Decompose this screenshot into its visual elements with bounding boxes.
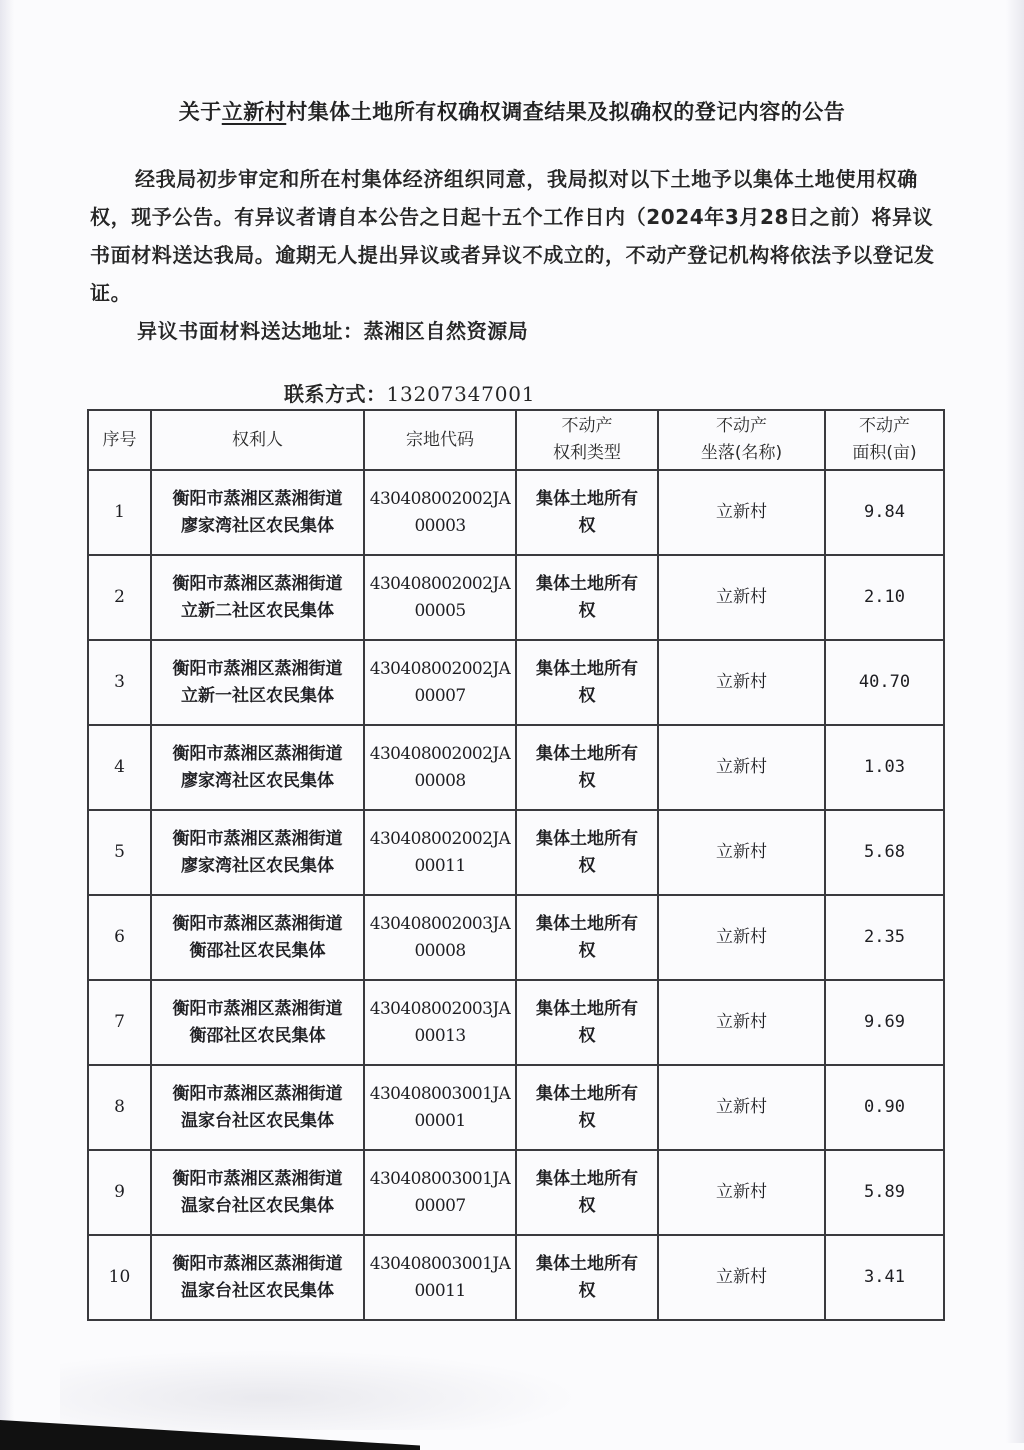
cell-area: 0.90	[825, 1065, 944, 1150]
address-label: 异议书面材料送达地址：	[137, 319, 364, 343]
cell-holder: 衡阳市蒸湘区蒸湘街道 温家台社区农民集体	[151, 1150, 364, 1235]
contact-phone: 13207347001	[386, 382, 536, 406]
cell-holder: 衡阳市蒸湘区蒸湘街道 温家台社区农民集体	[151, 1065, 364, 1150]
table-row	[88, 640, 944, 725]
cell-seq: 9	[88, 1150, 151, 1235]
cell-location: 立新村	[658, 555, 825, 640]
cell-parcel-code: 430408002002JA 00005	[364, 555, 516, 640]
table-row	[88, 725, 944, 810]
cell-seq: 7	[88, 980, 151, 1065]
cell-parcel-code: 430408002002JA 00007	[364, 640, 516, 725]
title-village-name: 立新村	[221, 100, 287, 124]
table-header-row	[88, 410, 944, 470]
cell-area: 3.41	[825, 1235, 944, 1320]
document-title	[0, 96, 1024, 126]
title-prefix: 关于	[178, 100, 222, 124]
cell-right-type: 集体土地所有 权	[516, 725, 658, 810]
contact-label: 联系方式：	[284, 382, 387, 406]
table-row	[88, 980, 944, 1065]
cell-location: 立新村	[658, 725, 825, 810]
cell-holder: 衡阳市蒸湘区蒸湘街道 温家台社区农民集体	[151, 1235, 364, 1320]
cell-area: 9.84	[825, 470, 944, 555]
cell-parcel-code: 430408002002JA 00003	[364, 470, 516, 555]
cell-parcel-code: 430408003001JA 00007	[364, 1150, 516, 1235]
table-row	[88, 895, 944, 980]
cell-seq: 10	[88, 1235, 151, 1320]
table-row	[88, 1150, 944, 1235]
cell-holder: 衡阳市蒸湘区蒸湘街道 衡邵社区农民集体	[151, 980, 364, 1065]
cell-parcel-code: 430408003001JA 00011	[364, 1235, 516, 1320]
cell-location: 立新村	[658, 810, 825, 895]
cell-location: 立新村	[658, 640, 825, 725]
cell-holder: 衡阳市蒸湘区蒸湘街道 立新二社区农民集体	[151, 555, 364, 640]
cell-location: 立新村	[658, 1235, 825, 1320]
cell-right-type: 集体土地所有 权	[516, 640, 658, 725]
title-suffix: 村集体土地所有权确权调查结果及拟确权的登记内容的公告	[286, 100, 846, 124]
header-parcel-code: 宗地代码	[364, 410, 516, 470]
table-row	[88, 555, 944, 640]
cell-area: 5.89	[825, 1150, 944, 1235]
objection-address	[137, 315, 528, 344]
header-area: 不动产 面积(亩)	[825, 410, 944, 470]
cell-area: 1.03	[825, 725, 944, 810]
cell-right-type: 集体土地所有 权	[516, 1235, 658, 1320]
cell-parcel-code: 430408003001JA 00001	[364, 1065, 516, 1150]
cell-area: 40.70	[825, 640, 944, 725]
cell-location: 立新村	[658, 1150, 825, 1235]
scan-smudge	[60, 1350, 580, 1430]
cell-parcel-code: 430408002002JA 00008	[364, 725, 516, 810]
notice-paragraph: 经我局初步审定和所在村集体经济组织同意，我局拟对以下土地予以集体土地使用权确权，现予公告。有异议者请自本公告之日起十五个工作日内（2024年3月28日之前）将异议书面材料送达我局。逾期无人提出异议或者异议不成立的，不动产登记机构将依法予以登记发证。	[90, 167, 935, 305]
cell-location: 立新村	[658, 1065, 825, 1150]
cell-area: 5.68	[825, 810, 944, 895]
table-row	[88, 1235, 944, 1320]
header-right-type: 不动产 权利类型	[516, 410, 658, 470]
cell-location: 立新村	[658, 980, 825, 1065]
cell-seq: 6	[88, 895, 151, 980]
cell-right-type: 集体土地所有 权	[516, 470, 658, 555]
cell-holder: 衡阳市蒸湘区蒸湘街道 衡邵社区农民集体	[151, 895, 364, 980]
cell-parcel-code: 430408002003JA 00013	[364, 980, 516, 1065]
scan-edge-shadow-left	[0, 0, 14, 1443]
cell-seq: 3	[88, 640, 151, 725]
cell-parcel-code: 430408002003JA 00008	[364, 895, 516, 980]
cell-right-type: 集体土地所有 权	[516, 980, 658, 1065]
registration-table	[87, 409, 945, 1321]
cell-holder: 衡阳市蒸湘区蒸湘街道 廖家湾社区农民集体	[151, 470, 364, 555]
cell-holder: 衡阳市蒸湘区蒸湘街道 廖家湾社区农民集体	[151, 810, 364, 895]
cell-area: 2.10	[825, 555, 944, 640]
cell-holder: 衡阳市蒸湘区蒸湘街道 立新一社区农民集体	[151, 640, 364, 725]
table-row	[88, 1065, 944, 1150]
contact-info	[284, 378, 535, 407]
cell-area: 9.69	[825, 980, 944, 1065]
cell-holder: 衡阳市蒸湘区蒸湘街道 廖家湾社区农民集体	[151, 725, 364, 810]
cell-location: 立新村	[658, 470, 825, 555]
cell-location: 立新村	[658, 895, 825, 980]
cell-right-type: 集体土地所有 权	[516, 810, 658, 895]
cell-seq: 2	[88, 555, 151, 640]
scan-edge-shadow-right	[1006, 0, 1024, 1443]
header-holder: 权利人	[151, 410, 364, 470]
address-value: 蒸湘区自然资源局	[363, 319, 529, 343]
cell-seq: 5	[88, 810, 151, 895]
header-location: 不动产 坐落(名称)	[658, 410, 825, 470]
cell-seq: 4	[88, 725, 151, 810]
cell-seq: 1	[88, 470, 151, 555]
cell-parcel-code: 430408002002JA 00011	[364, 810, 516, 895]
table-row	[88, 810, 944, 895]
cell-right-type: 集体土地所有 权	[516, 895, 658, 980]
cell-right-type: 集体土地所有 权	[516, 1150, 658, 1235]
table-row	[88, 470, 944, 555]
cell-right-type: 集体土地所有 权	[516, 555, 658, 640]
cell-seq: 8	[88, 1065, 151, 1150]
header-seq: 序号	[88, 410, 151, 470]
cell-area: 2.35	[825, 895, 944, 980]
cell-right-type: 集体土地所有 权	[516, 1065, 658, 1150]
